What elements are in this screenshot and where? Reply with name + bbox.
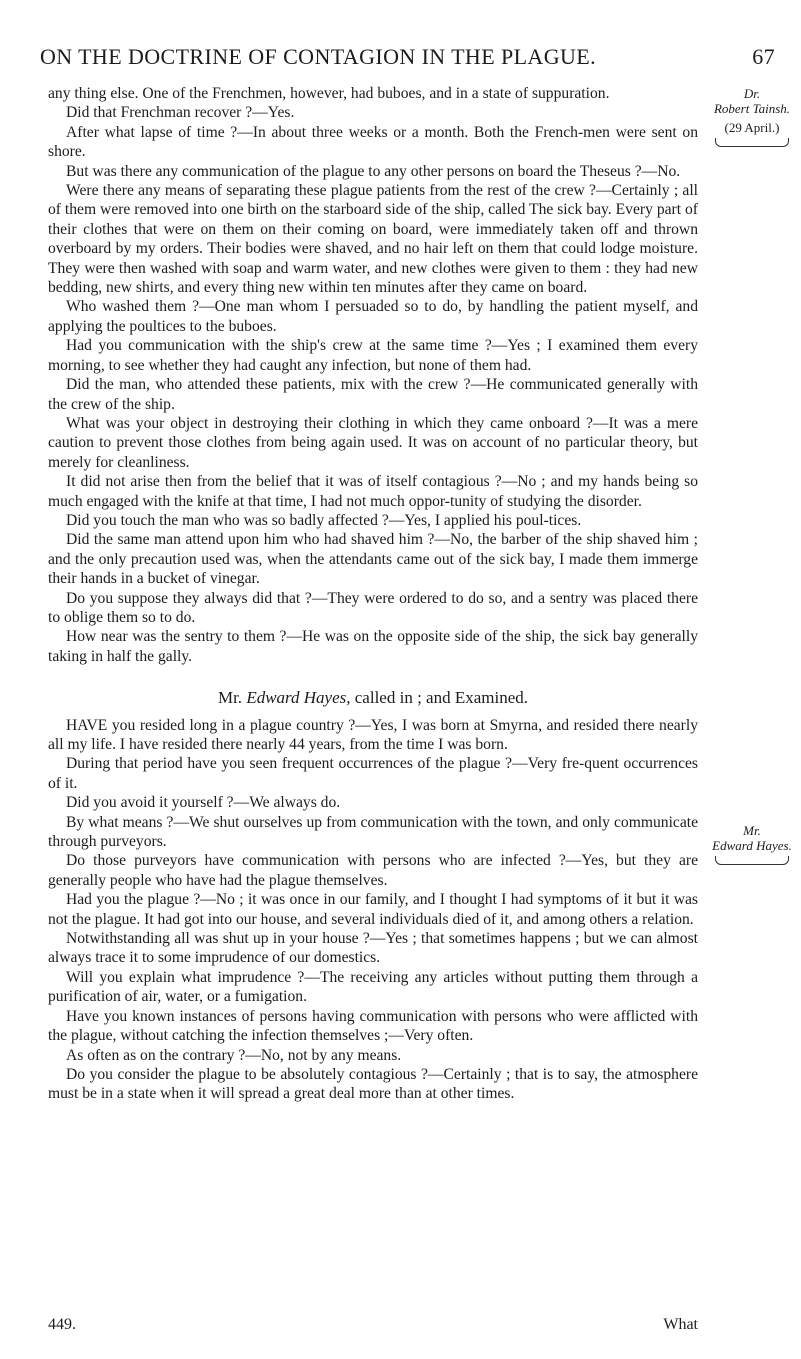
heading-prefix: Mr. [217,688,243,708]
heading-suffix: called in ; and Examined. [354,688,529,708]
paragraph: Do you suppose they always did that ?—They were ordered to do so, and a sentry was placed there to oblige them so to do. [48,589,698,626]
paragraph: After what lapse of time ?—In about three weeks or a month. Both the French-men were sent on shore. [48,123,698,161]
paragraph: But was there any communication of the plague to any other persons on board the Theseus ?—No. [66,162,681,180]
paragraph: HAVE you resided long in a plague country ?—Yes, I was born at Smyrna, and resided there nearly all my life. I have resided there nearly 44 years, from the time I was born. [48,716,698,753]
paragraph: During that period have you seen frequent occurrences of the plague ?—Very fre-quent occurrences of it. [48,755,698,792]
margin-note-witness-1 [712,86,792,147]
testimony-part-2 [48,716,698,1104]
heading-witness-name: Edward Hayes, [246,688,351,708]
paragraph: Do those purveyors have communication with persons who are infected ?—Yes, but they are generally people who have had the plague themselves. [48,852,698,889]
paragraph: Do you consider the plague to be absolutely contagious ?—Certainly ; that is to say, the atmosphere must be in a state when it will spread a great deal more than at other times. [48,1065,698,1103]
running-title: ON THE DOCTRINE OF CONTAGION IN THE PLAGUE. [40,44,597,69]
paragraph: any thing else. One of the Frenchmen, however, had buboes, and in a state of suppuration. [48,85,610,102]
signature-mark: 449. [48,1316,76,1333]
catchword: What [663,1316,698,1333]
paragraph: By what means ?—We shut ourselves up from communication with the town, and only communicate through purveyors. [48,813,698,851]
paragraph: Have you known instances of persons having communication with persons who were afflicted with the plague, without catching the infection themselves ;—Very often. [48,1007,698,1045]
section-heading [48,688,698,707]
paragraph: Did the man, who attended these patients, mix with the crew ?—He communicated generally with the crew of the ship. [48,376,698,413]
paragraph: As often as on the contrary ?—No, not by any means. [66,1046,402,1064]
paragraph: Did the same man attend upon him who had shaved him ?—No, the barber of the ship shaved him ; and the only precaution used was, when the attendants came out of the sick bay, I made them immerge their hands in a bucket of vinegar. [48,531,698,588]
margin-note-title: Dr. [743,86,761,101]
section-gap [48,666,698,688]
margin-note-title: Mr. [743,823,761,838]
testimony-part-1 [48,84,698,666]
margin-note-name: Robert Tainsh. [713,101,791,116]
paragraph: Did that Frenchman recover ?—Yes. [66,104,295,122]
paragraph: What was your object in destroying their clothing in which they came onboard ?—It was a mere caution to prevent those clothes from being again used. It was on account of no particular theory, but merely for cleanliness. [48,414,698,471]
paragraph: Did you touch the man who was so badly affected ?—Yes, I applied his poul-tices. [66,511,582,529]
paragraph: Were there any means of separating these plague patients from the rest of the crew ?—Certainly ; all of them were removed into one birth on the starboard side of the ship, called The sick bay. Every part of their clothes that were on them on their coming on board, were immediately taken off and thrown overboard by my orders. Their bodies were shaved, and no hair left on them that could lodge moisture. They were then washed with soap and warm water, and new clothes were given to them : they had new bedding, new shirts, and every thing new within ten minutes after they came on board. [48,182,698,297]
margin-note-name: Edward Hayes. [712,838,792,853]
page-number: 67 [752,44,775,69]
paragraph: It did not arise then from the belief that it was of itself contagious ?—No ; and my hands being so much engaged with the knife at that time, I had not much oppor-tunity of studying the disorder. [48,473,698,510]
margin-note-date: (29 April.) [724,120,780,135]
paragraph: Had you the plague ?—No ; it was once in our family, and I thought I had symptoms of it but it was not the plague. It had got into our house, and several individuals died of it, and among others a relation. [48,891,698,928]
paragraph: Notwithstanding all was shut up in your house ?—Yes ; that sometimes happens ; but we can almost always trace it to some imprudence of our domestics. [48,930,698,967]
margin-brace [715,856,789,865]
paragraph: How near was the sentry to them ?—He was on the opposite side of the ship, the sick bay generally taking in half the gally. [48,628,698,665]
margin-note-witness-2 [712,823,792,865]
paragraph: Did you avoid it yourself ?—We always do. [66,794,341,812]
paragraph: Had you communication with the ship's crew at the same time ?—Yes ; I examined them every morning, to see whether they had caught any infection, but none of them had. [48,337,698,374]
margin-brace [715,138,789,147]
paragraph: Who washed them ?—One man whom I persuaded so to do, by handling the patient myself, and applying the poultices to the buboes. [48,298,698,335]
paragraph: Will you explain what imprudence ?—The receiving any articles without putting them through a purification of air, water, or a fumigation. [48,968,698,1006]
body-text [48,84,698,1104]
